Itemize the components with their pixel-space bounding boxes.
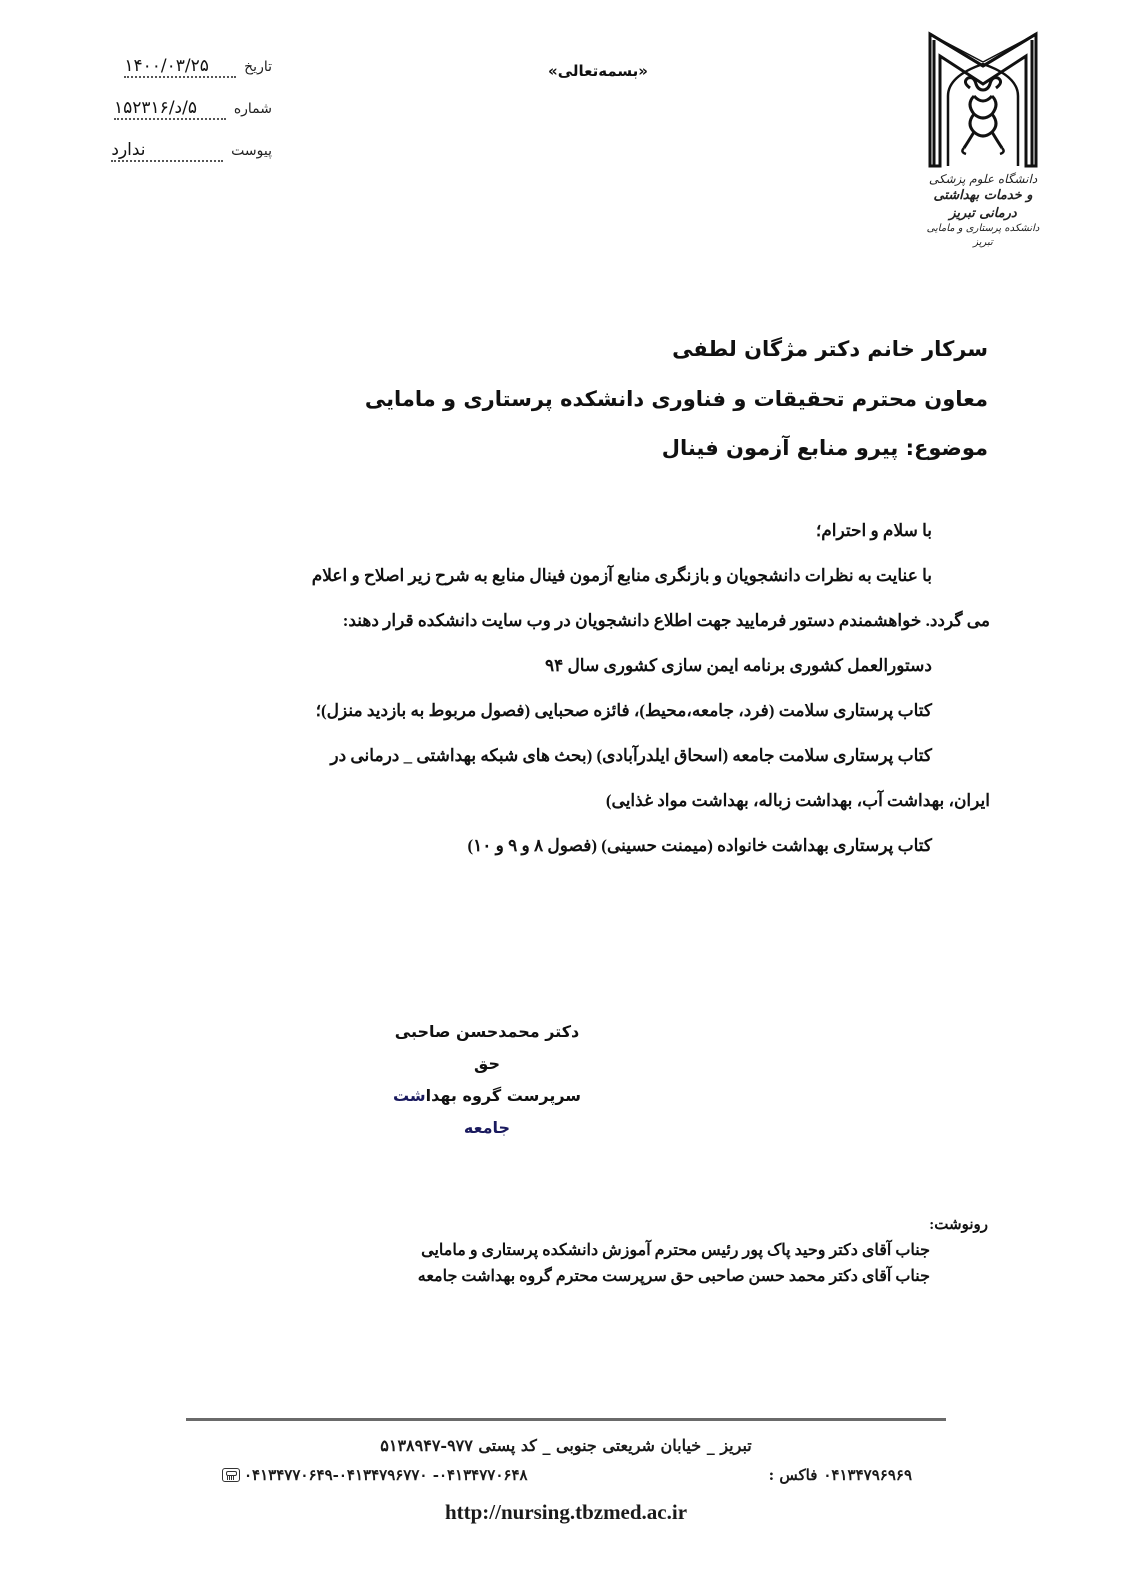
letter-attachment [112,140,272,162]
reference-item: کتاب پرستاری بهداشت خانواده (میمنت حسینی) (فصول ۸ و ۹ و ۱۰) [467,836,932,855]
reference-item: کتاب پرستاری سلامت (فرد، جامعه،محیط)، فائزه صحبایی (فصول مربوط به بازدید منزل)؛ [315,701,932,720]
body-paragraph-line-2: می گردد. خواهشمندم دستور فرمایید جهت اطلاع دانشجویان در وب سایت دانشکده قرار دهند: [342,611,990,630]
footer-contacts [222,1466,912,1484]
letter-subject: موضوع: پیرو منابع آزمون فینال [661,436,988,460]
greeting: با سلام و احترام؛ [815,521,932,540]
reference-item-continuation: ایران، بهداشت آب، بهداشت زباله، بهداشت مواد غذایی) [605,791,990,810]
website-link[interactable]: http://nursing.tbzmed.ac.ir [444,1500,688,1524]
reference-item: کتاب پرستاری سلامت جامعه (اسحاق ایلدرآبادی) (بحث های شبکه بهداشتی _ درمانی در [330,746,932,765]
signatory-name: دکتر محمدحسن صاحبی حق [394,1022,580,1073]
logo-line-2: و خدمات بهداشتی درمانی تبریز [933,188,1033,221]
logo-line-3: دانشکده پرستاری و مامایی تبریز [926,223,1040,248]
fax-label: فاکس : [768,1466,818,1484]
recipient-position: معاون محترم تحقیقات و فناوری دانشکده پرستاری و مامایی [364,387,988,411]
logo-caption [918,171,1048,249]
footer-address: تبریز _ خیابان شریعتی جنوبی _ کد پستی ۹۷۷-۵۱۳۸۹۴۷ [380,1436,752,1455]
phone-info [222,1466,528,1484]
reference-item: دستورالعمل کشوری برنامه ایمن سازی کشوری سال ۹۴ [544,656,932,675]
university-emblem-icon [918,26,1048,171]
telephone-icon [222,1468,240,1482]
number-label: شماره [233,101,272,117]
attachment-label: پیوست [231,143,272,159]
recipient-name: سرکار خانم دکتر مژگان لطفی [672,337,988,361]
signatory-title-part-1: سرپرست گروه بهدا [425,1086,582,1105]
carbon-copy-section [368,1212,988,1290]
letter-body [190,508,990,868]
signatory-title [382,1080,592,1144]
fax-info [769,1466,912,1484]
fax-number: ۰۴۱۳۴۷۹۶۹۶۹ [823,1466,912,1484]
signature-block [382,1016,592,1144]
body-paragraph-line-1: با عنایت به نظرات دانشجویان و بازنگری منابع آزمون فینال منابع به شرح زیر اصلاح و اعلام [311,566,932,585]
cc-recipient: جناب آقای دکتر وحید پاک پور رئیس محترم آموزش دانشکده پرستاری و مامایی [421,1242,930,1259]
phone-numbers: ۰۴۱۳۴۷۷۰۶۴۸- ۰۴۱۳۴۷۷۰۶۴۹-۰۴۱۳۴۷۹۶۷۷۰ [244,1466,528,1484]
date-value: ۱۴۰۰/۰۳/۲۵ [124,56,236,78]
logo-line-1: دانشگاه علوم پزشکی [928,172,1038,186]
date-label: تاریخ [244,59,272,75]
letter-date [112,56,272,78]
footer-divider [186,1418,946,1421]
university-logo [918,26,1048,256]
attachment-value: ندارد [111,140,223,162]
number-value: ۵/د/۱۵۲۳۱۶ [114,98,226,120]
cc-label: رونوشت: [929,1217,988,1233]
cc-recipient: جناب آقای دکتر محمد حسن صاحبی حق سرپرست محترم گروه بهداشت جامعه [417,1268,930,1285]
signatory-title-part-2: شت جامعه [392,1086,511,1137]
letter-number [112,98,272,120]
basmala-heading: «بسمه‌تعالی» [548,62,648,80]
